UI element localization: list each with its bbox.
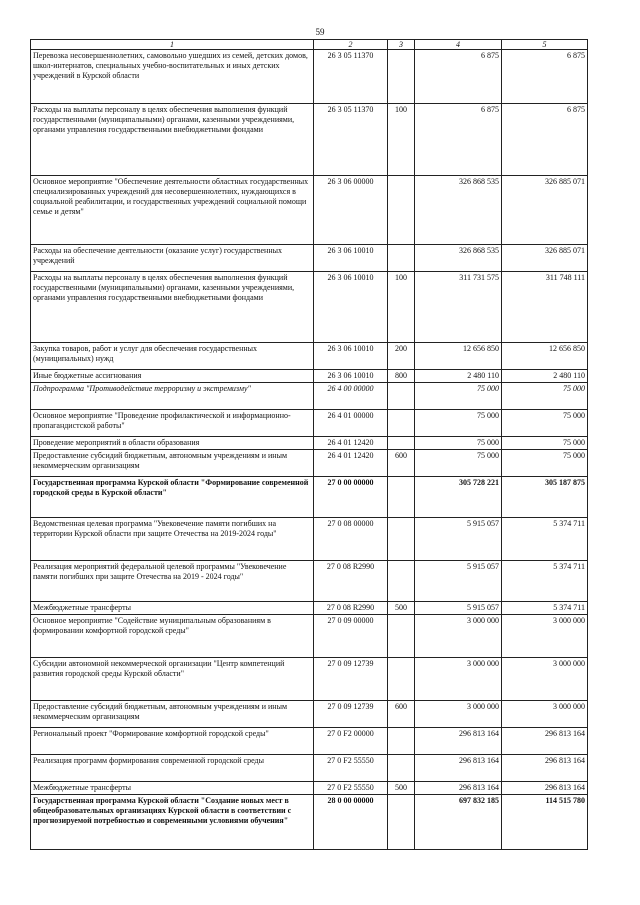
row-sum1: 75 000: [415, 383, 502, 410]
row-name: Основное мероприятие "Содействие муниципальным образованиям в формировании комфортной городской среды": [31, 615, 314, 658]
row-sum2: 3 000 000: [502, 701, 588, 728]
table-row: [31, 561, 588, 602]
row-code: 26 3 05 11370: [314, 50, 388, 104]
row-sum1: 311 731 575: [415, 272, 502, 343]
table-row: [31, 477, 588, 518]
row-vr: 100: [388, 272, 415, 343]
table-body: [31, 50, 588, 850]
table-row: [31, 450, 588, 477]
row-vr: 500: [388, 602, 415, 615]
row-code: 26 3 05 11370: [314, 104, 388, 176]
row-vr: [388, 615, 415, 658]
row-sum2: 75 000: [502, 450, 588, 477]
row-vr: 200: [388, 343, 415, 370]
row-code: 26 3 06 10010: [314, 343, 388, 370]
row-sum1: 296 813 164: [415, 782, 502, 795]
budget-table: [30, 39, 588, 850]
row-vr: 500: [388, 782, 415, 795]
row-sum2: 5 374 711: [502, 561, 588, 602]
header-col-name: 1: [31, 40, 314, 50]
row-name: Межбюджетные трансферты: [31, 602, 314, 615]
table-row: [31, 701, 588, 728]
row-sum2: 326 885 071: [502, 176, 588, 245]
row-name: Ведомственная целевая программа "Увековечение памяти погибших на территории Курской области при защите Отечества на 2019-2024 годы": [31, 518, 314, 561]
table-row: [31, 602, 588, 615]
row-vr: 100: [388, 104, 415, 176]
row-name: Иные бюджетные ассигнования: [31, 370, 314, 383]
row-code: 27 0 09 12739: [314, 658, 388, 701]
row-sum1: 6 875: [415, 50, 502, 104]
row-name: Межбюджетные трансферты: [31, 782, 314, 795]
row-vr: 600: [388, 701, 415, 728]
row-code: 26 4 01 00000: [314, 410, 388, 437]
row-code: 26 3 06 10010: [314, 370, 388, 383]
row-sum1: 3 000 000: [415, 658, 502, 701]
row-name: Предоставление субсидий бюджетным, автономным учреждениям и иным некоммерческим организациям: [31, 701, 314, 728]
row-sum1: 3 000 000: [415, 701, 502, 728]
row-sum1: 697 832 185: [415, 795, 502, 850]
row-name: Проведение мероприятий в области образования: [31, 437, 314, 450]
row-code: 27 0 08 00000: [314, 518, 388, 561]
row-sum2: 305 187 875: [502, 477, 588, 518]
row-code: 28 0 00 00000: [314, 795, 388, 850]
row-sum1: 326 868 535: [415, 176, 502, 245]
row-vr: [388, 795, 415, 850]
header-col-code: 2: [314, 40, 388, 50]
row-sum2: 311 748 111: [502, 272, 588, 343]
row-sum1: 326 868 535: [415, 245, 502, 272]
table-row: [31, 782, 588, 795]
row-vr: [388, 437, 415, 450]
row-sum1: 75 000: [415, 450, 502, 477]
row-name: Региональный проект "Формирование комфортной городской среды": [31, 728, 314, 755]
row-sum2: 2 480 110: [502, 370, 588, 383]
row-code: 26 4 01 12420: [314, 437, 388, 450]
table-row: [31, 50, 588, 104]
row-sum2: 296 813 164: [502, 728, 588, 755]
row-vr: 800: [388, 370, 415, 383]
row-code: 26 3 06 10010: [314, 245, 388, 272]
row-name: Подпрограмма "Противодействие терроризму и экстремизму": [31, 383, 314, 410]
row-sum1: 296 813 164: [415, 755, 502, 782]
row-vr: [388, 176, 415, 245]
row-vr: [388, 477, 415, 518]
row-sum1: 75 000: [415, 410, 502, 437]
table-row: [31, 795, 588, 850]
row-sum2: 75 000: [502, 410, 588, 437]
row-sum1: 5 915 057: [415, 602, 502, 615]
row-code: 26 4 00 00000: [314, 383, 388, 410]
row-vr: [388, 50, 415, 104]
row-name: Основное мероприятие "Обеспечение деятельности областных государственных специализированных учреждений для несовершеннолетних, нуждающихся в социальной реабилитации, и государственных учреждений социальной помощи семье и детям": [31, 176, 314, 245]
row-vr: [388, 383, 415, 410]
row-sum1: 5 915 057: [415, 561, 502, 602]
row-code: 27 0 F2 55550: [314, 782, 388, 795]
row-sum2: 296 813 164: [502, 782, 588, 795]
row-sum2: 5 374 711: [502, 602, 588, 615]
row-name: Субсидии автономной некоммерческой организации "Центр компетенций развития городской среды Курской области": [31, 658, 314, 701]
row-vr: [388, 658, 415, 701]
row-sum2: 3 000 000: [502, 658, 588, 701]
row-sum1: 3 000 000: [415, 615, 502, 658]
row-name: Реализация программ формирования современной городской среды: [31, 755, 314, 782]
row-name: Предоставление субсидий бюджетным, автономным учреждениям и иным некоммерческим организациям: [31, 450, 314, 477]
row-name: Основное мероприятие "Проведение профилактической и информационно-пропагандистской работы": [31, 410, 314, 437]
row-sum1: 6 875: [415, 104, 502, 176]
table-row: [31, 615, 588, 658]
row-name: Перевозка несовершеннолетних, самовольно ушедших из семей, детских домов, школ-интернатов, специальных учебно-воспитательных и иных детских учреждений в Курской области: [31, 50, 314, 104]
header-col-sum2: 5: [502, 40, 588, 50]
row-code: 27 0 F2 00000: [314, 728, 388, 755]
row-name: Государственная программа Курской области "Создание новых мест в общеобразовательных организациях Курской области в соответствии с прогнозируемой потребностью и современными условиями обучения": [31, 795, 314, 850]
row-vr: [388, 410, 415, 437]
row-name: Реализация мероприятий федеральной целевой программы "Увековечение памяти погибших при защите Отечества на 2019 - 2024 годы": [31, 561, 314, 602]
table-row: [31, 343, 588, 370]
row-sum1: 305 728 221: [415, 477, 502, 518]
row-name: Расходы на выплаты персоналу в целях обеспечения выполнения функций государственными (муниципальными) органами, казенными учреждениями, органами управления государственными внебюджетными фондами: [31, 272, 314, 343]
row-code: 27 0 00 00000: [314, 477, 388, 518]
table-row: [31, 658, 588, 701]
table-header-row: [31, 40, 588, 50]
row-sum2: 114 515 780: [502, 795, 588, 850]
table-row: [31, 518, 588, 561]
row-sum2: 3 000 000: [502, 615, 588, 658]
table-row: [31, 437, 588, 450]
row-vr: [388, 561, 415, 602]
row-sum1: 5 915 057: [415, 518, 502, 561]
row-sum2: 296 813 164: [502, 755, 588, 782]
row-code: 26 4 01 12420: [314, 450, 388, 477]
row-name: Расходы на обеспечение деятельности (оказание услуг) государственных учреждений: [31, 245, 314, 272]
row-code: 27 0 08 R2990: [314, 561, 388, 602]
row-code: 27 0 08 R2990: [314, 602, 388, 615]
row-sum1: 75 000: [415, 437, 502, 450]
table-row: [31, 272, 588, 343]
row-vr: [388, 518, 415, 561]
header-col-vr: 3: [388, 40, 415, 50]
row-name: Закупка товаров, работ и услуг для обеспечения государственных (муниципальных) нужд: [31, 343, 314, 370]
row-vr: [388, 755, 415, 782]
row-sum2: 75 000: [502, 437, 588, 450]
table-row: [31, 728, 588, 755]
row-sum1: 2 480 110: [415, 370, 502, 383]
row-sum2: 6 875: [502, 50, 588, 104]
row-sum1: 12 656 850: [415, 343, 502, 370]
header-col-sum1: 4: [415, 40, 502, 50]
row-code: 27 0 09 00000: [314, 615, 388, 658]
row-vr: [388, 245, 415, 272]
table-row: [31, 176, 588, 245]
row-sum2: 5 374 711: [502, 518, 588, 561]
table-row: [31, 370, 588, 383]
row-sum2: 75 000: [502, 383, 588, 410]
row-name: Расходы на выплаты персоналу в целях обеспечения выполнения функций государственными (муниципальными) органами, казенными учреждениями, органами управления государственными внебюджетными фондами: [31, 104, 314, 176]
row-code: 27 0 F2 55550: [314, 755, 388, 782]
row-name: Государственная программа Курской области "Формирование современной городской среды в Курской области": [31, 477, 314, 518]
row-vr: [388, 728, 415, 755]
table-row: [31, 104, 588, 176]
row-sum2: 12 656 850: [502, 343, 588, 370]
row-sum2: 6 875: [502, 104, 588, 176]
row-sum2: 326 885 071: [502, 245, 588, 272]
table-row: [31, 245, 588, 272]
row-code: 27 0 09 12739: [314, 701, 388, 728]
table-row: [31, 755, 588, 782]
table-row: [31, 383, 588, 410]
row-code: 26 3 06 10010: [314, 272, 388, 343]
row-vr: 600: [388, 450, 415, 477]
row-code: 26 3 06 00000: [314, 176, 388, 245]
row-sum1: 296 813 164: [415, 728, 502, 755]
page-number: 59: [315, 27, 325, 37]
table-row: [31, 410, 588, 437]
